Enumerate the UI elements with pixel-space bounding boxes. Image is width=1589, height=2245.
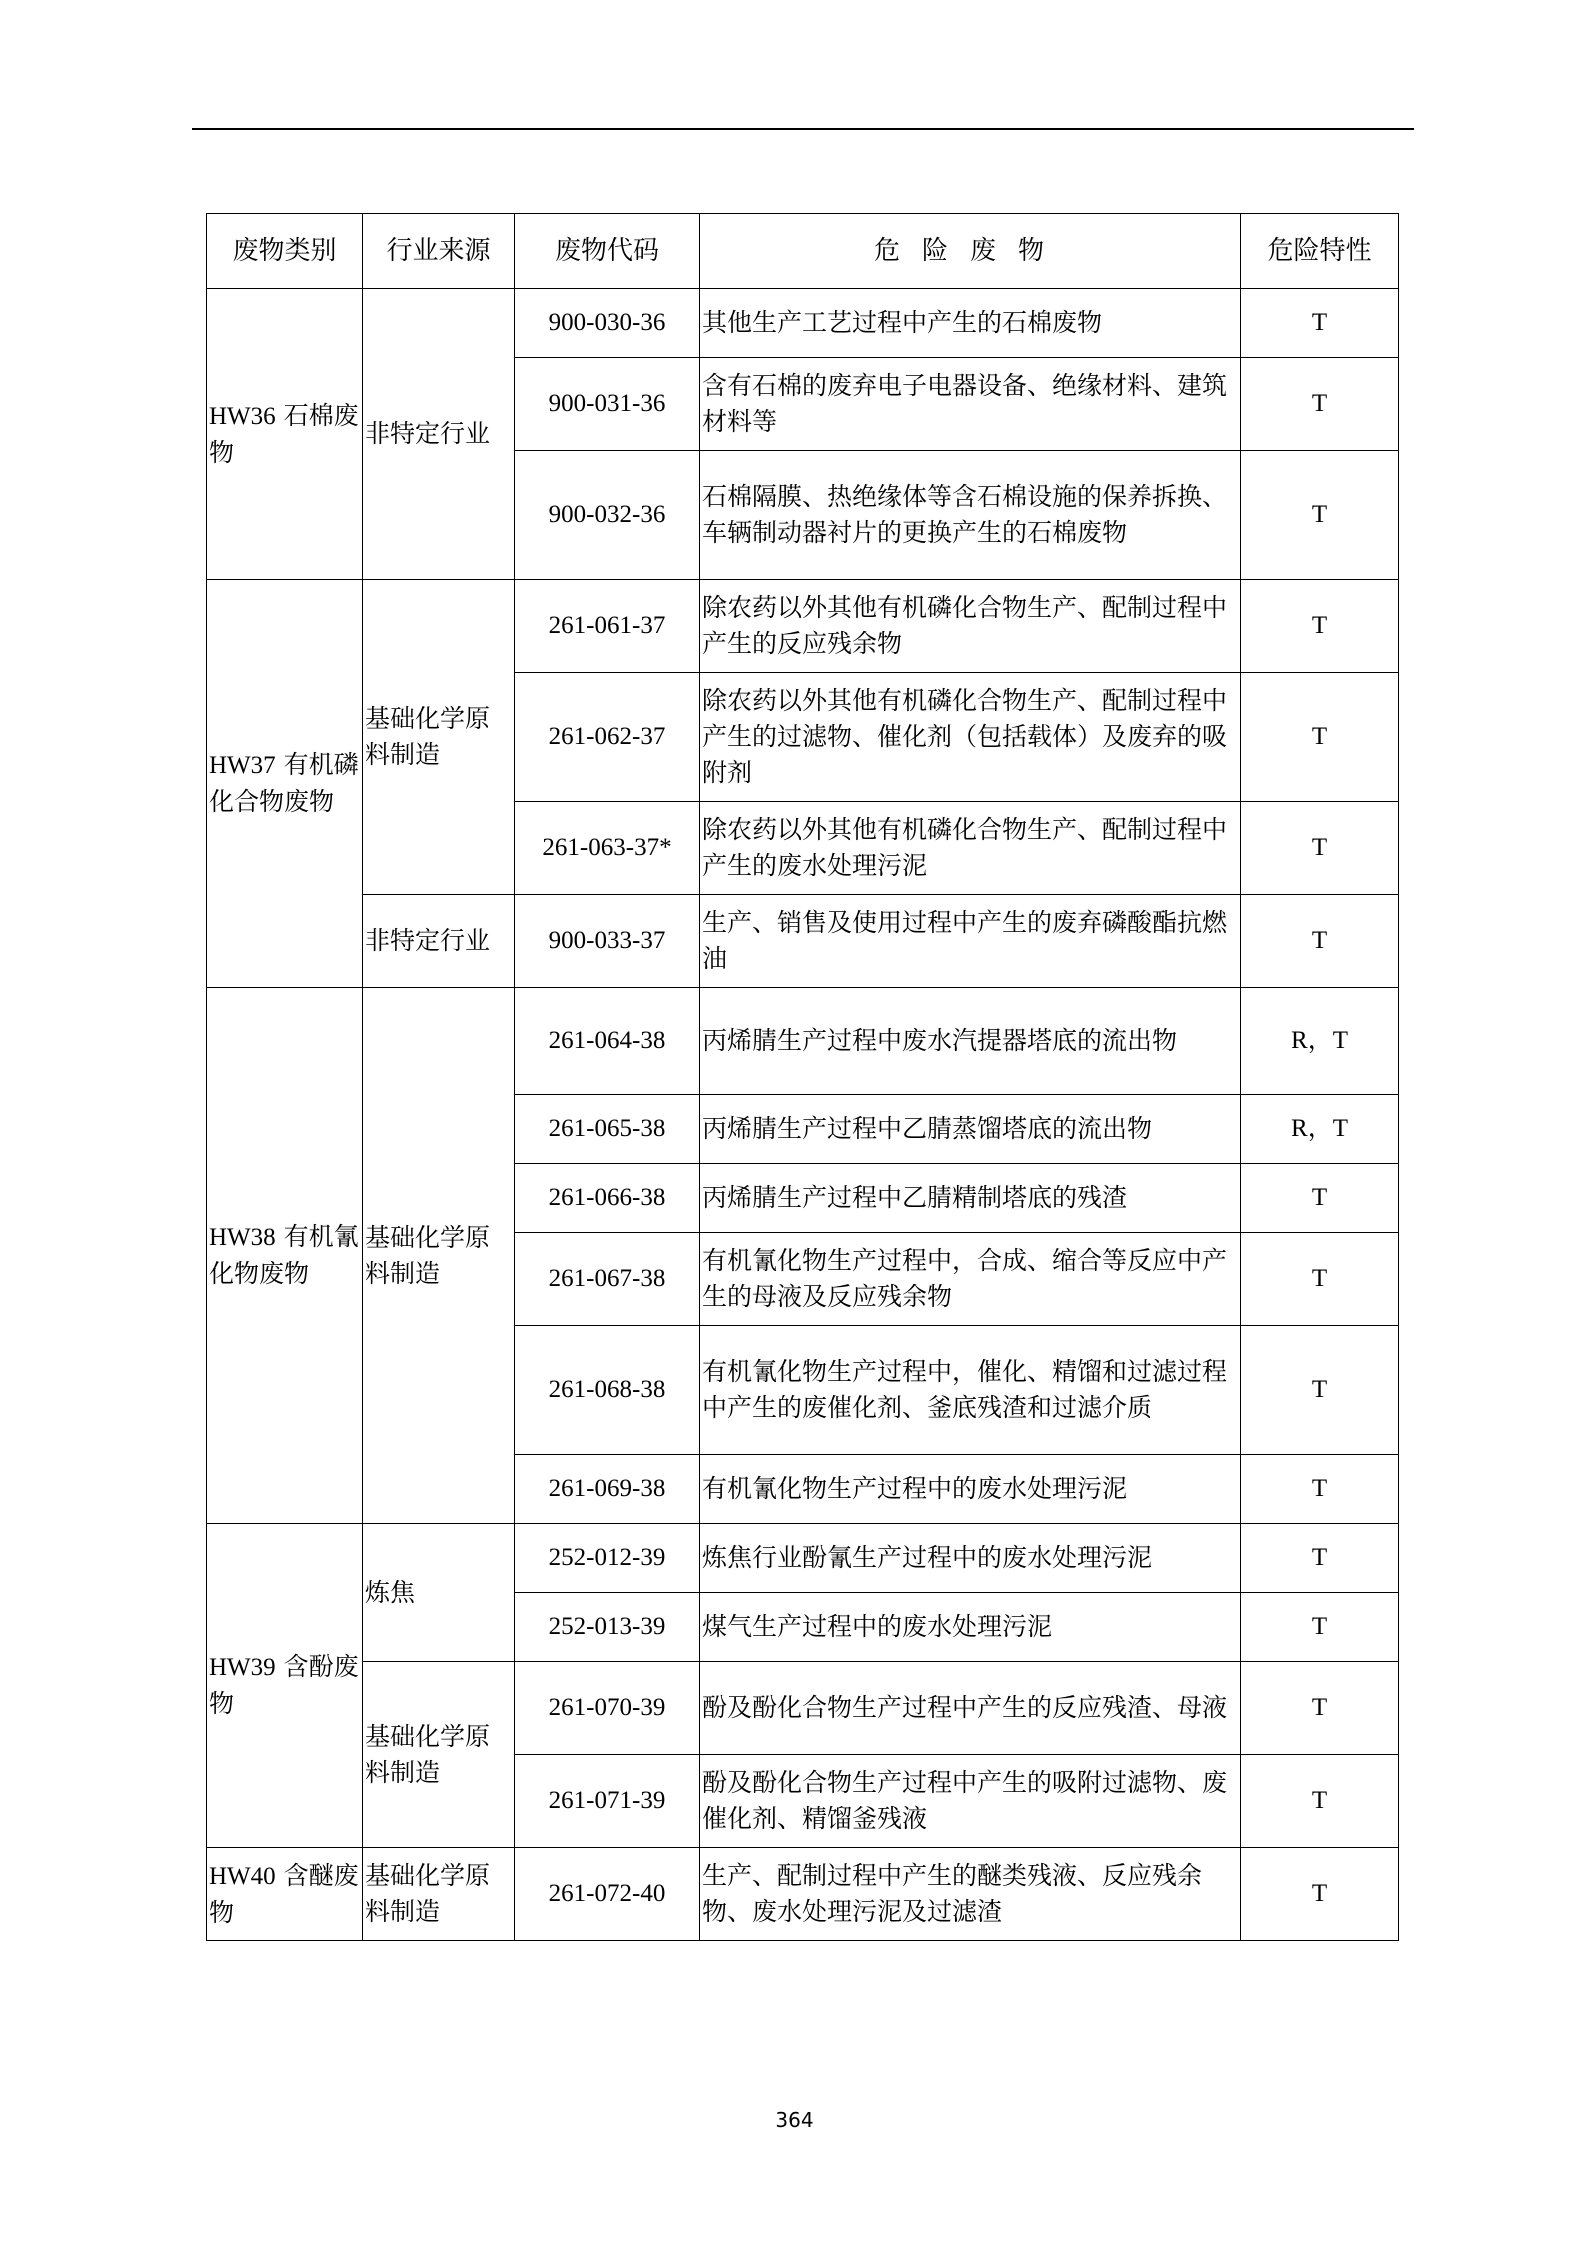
waste-code-cell: 900-030-36 (515, 289, 700, 358)
industry-source-cell: 非特定行业 (363, 895, 515, 988)
waste-description-cell: 石棉隔膜、热绝缘体等含石棉设施的保养拆换、车辆制动器衬片的更换产生的石棉废物 (700, 451, 1241, 580)
industry-source-cell: 非特定行业 (363, 289, 515, 580)
waste-code-cell: 900-032-36 (515, 451, 700, 580)
hazard-characteristic-cell: T (1241, 1593, 1399, 1662)
industry-source-cell: 基础化学原料制造 (363, 580, 515, 895)
hazard-characteristic-cell: T (1241, 802, 1399, 895)
industry-source-cell: 基础化学原料制造 (363, 1848, 515, 1941)
hazard-characteristic-cell: T (1241, 1524, 1399, 1593)
hazard-characteristic-cell: T (1241, 1233, 1399, 1326)
waste-category-code: HW36 (209, 402, 276, 430)
table-row (207, 988, 1399, 1095)
waste-code-cell: 900-031-36 (515, 358, 700, 451)
waste-description-cell: 除农药以外其他有机磷化合物生产、配制过程中产生的过滤物、催化剂（包括载体）及废弃的吸附剂 (700, 673, 1241, 802)
hazardous-waste-table (206, 213, 1399, 1941)
waste-category-cell (207, 580, 363, 988)
hazard-characteristic-cell: T (1241, 895, 1399, 988)
waste-code-cell: 261-066-38 (515, 1164, 700, 1233)
waste-code-cell: 261-063-37* (515, 802, 700, 895)
waste-code-cell: 261-067-38 (515, 1233, 700, 1326)
table-row (207, 1524, 1399, 1593)
waste-code-cell: 261-065-38 (515, 1095, 700, 1164)
waste-code-cell: 261-070-39 (515, 1662, 700, 1755)
waste-code-cell: 261-071-39 (515, 1755, 700, 1848)
header-category: 废物类别 (207, 214, 363, 289)
waste-description-cell: 有机氰化物生产过程中的废水处理污泥 (700, 1455, 1241, 1524)
hazard-characteristic-cell: T (1241, 673, 1399, 802)
header-rule (192, 128, 1414, 130)
hazard-characteristic-cell: T (1241, 1326, 1399, 1455)
hazard-characteristic-cell: T (1241, 1164, 1399, 1233)
header-description: 危险废物 (700, 214, 1241, 289)
hazard-characteristic-cell: T (1241, 1455, 1399, 1524)
waste-code-cell: 252-012-39 (515, 1524, 700, 1593)
waste-code-cell: 261-072-40 (515, 1848, 700, 1941)
industry-source-cell: 基础化学原料制造 (363, 1662, 515, 1848)
waste-description-cell: 酚及酚化合物生产过程中产生的反应残渣、母液 (700, 1662, 1241, 1755)
hazard-characteristic-cell: T (1241, 451, 1399, 580)
industry-source-cell: 炼焦 (363, 1524, 515, 1662)
waste-code-cell: 261-068-38 (515, 1326, 700, 1455)
waste-category-code: HW37 (209, 752, 276, 779)
waste-description-cell: 其他生产工艺过程中产生的石棉废物 (700, 289, 1241, 358)
waste-code-cell: 252-013-39 (515, 1593, 700, 1662)
waste-description-cell: 含有石棉的废弃电子电器设备、绝缘材料、建筑材料等 (700, 358, 1241, 451)
hazard-characteristic-cell: T (1241, 1848, 1399, 1941)
waste-description-cell: 有机氰化物生产过程中，催化、精馏和过滤过程中产生的废催化剂、釜底残渣和过滤介质 (700, 1326, 1241, 1455)
table-row (207, 1848, 1399, 1941)
table-row (207, 1662, 1399, 1755)
waste-category-name: 有机磷化合物废物 (209, 750, 359, 816)
waste-description-cell: 生产、销售及使用过程中产生的废弃磷酸酯抗燃油 (700, 895, 1241, 988)
hazard-characteristic-cell: T (1241, 1755, 1399, 1848)
industry-source-cell: 基础化学原料制造 (363, 988, 515, 1524)
waste-description-cell: 煤气生产过程中的废水处理污泥 (700, 1593, 1241, 1662)
hazard-characteristic-cell: R，T (1241, 1095, 1399, 1164)
header-source: 行业来源 (363, 214, 515, 289)
hazard-characteristic-cell: T (1241, 358, 1399, 451)
waste-category-cell (207, 1848, 363, 1941)
waste-code-cell: 900-033-37 (515, 895, 700, 988)
table-body (207, 289, 1399, 1941)
waste-description-cell: 丙烯腈生产过程中废水汽提器塔底的流出物 (700, 988, 1241, 1095)
waste-category-code: HW40 (209, 1862, 276, 1890)
hazard-characteristic-cell: T (1241, 1662, 1399, 1755)
waste-description-cell: 除农药以外其他有机磷化合物生产、配制过程中产生的反应残余物 (700, 580, 1241, 673)
waste-description-cell: 炼焦行业酚氰生产过程中的废水处理污泥 (700, 1524, 1241, 1593)
header-code: 废物代码 (515, 214, 700, 289)
hazard-characteristic-cell: R，T (1241, 988, 1399, 1095)
waste-category-cell (207, 1524, 363, 1848)
waste-code-cell: 261-069-38 (515, 1455, 700, 1524)
waste-category-name: 含酚废物 (209, 1652, 359, 1718)
waste-category-cell (207, 988, 363, 1524)
waste-code-cell: 261-062-37 (515, 673, 700, 802)
waste-category-code: HW38 (209, 1224, 276, 1251)
waste-category-code: HW39 (209, 1654, 276, 1681)
waste-description-cell: 酚及酚化合物生产过程中产生的吸附过滤物、废催化剂、精馏釜残液 (700, 1755, 1241, 1848)
waste-category-name: 石棉废物 (209, 400, 359, 467)
waste-category-cell (207, 289, 363, 580)
page-number: 364 (775, 2108, 814, 2132)
waste-description-cell: 除农药以外其他有机磷化合物生产、配制过程中产生的废水处理污泥 (700, 802, 1241, 895)
hazard-characteristic-cell: T (1241, 289, 1399, 358)
hazard-characteristic-cell: T (1241, 580, 1399, 673)
table-header-row (207, 214, 1399, 289)
waste-description-cell: 丙烯腈生产过程中乙腈精制塔底的残渣 (700, 1164, 1241, 1233)
table-row (207, 289, 1399, 358)
waste-code-cell: 261-064-38 (515, 988, 700, 1095)
table-row (207, 580, 1399, 673)
waste-code-cell: 261-061-37 (515, 580, 700, 673)
waste-category-name: 含醚废物 (209, 1860, 359, 1927)
waste-category-name: 有机氰化物废物 (209, 1222, 359, 1288)
waste-description-cell: 有机氰化物生产过程中，合成、缩合等反应中产生的母液及反应残余物 (700, 1233, 1241, 1326)
waste-description-cell: 丙烯腈生产过程中乙腈蒸馏塔底的流出物 (700, 1095, 1241, 1164)
waste-description-cell: 生产、配制过程中产生的醚类残液、反应残余物、废水处理污泥及过滤渣 (700, 1848, 1241, 1941)
header-hazard: 危险特性 (1241, 214, 1399, 289)
table-row (207, 895, 1399, 988)
